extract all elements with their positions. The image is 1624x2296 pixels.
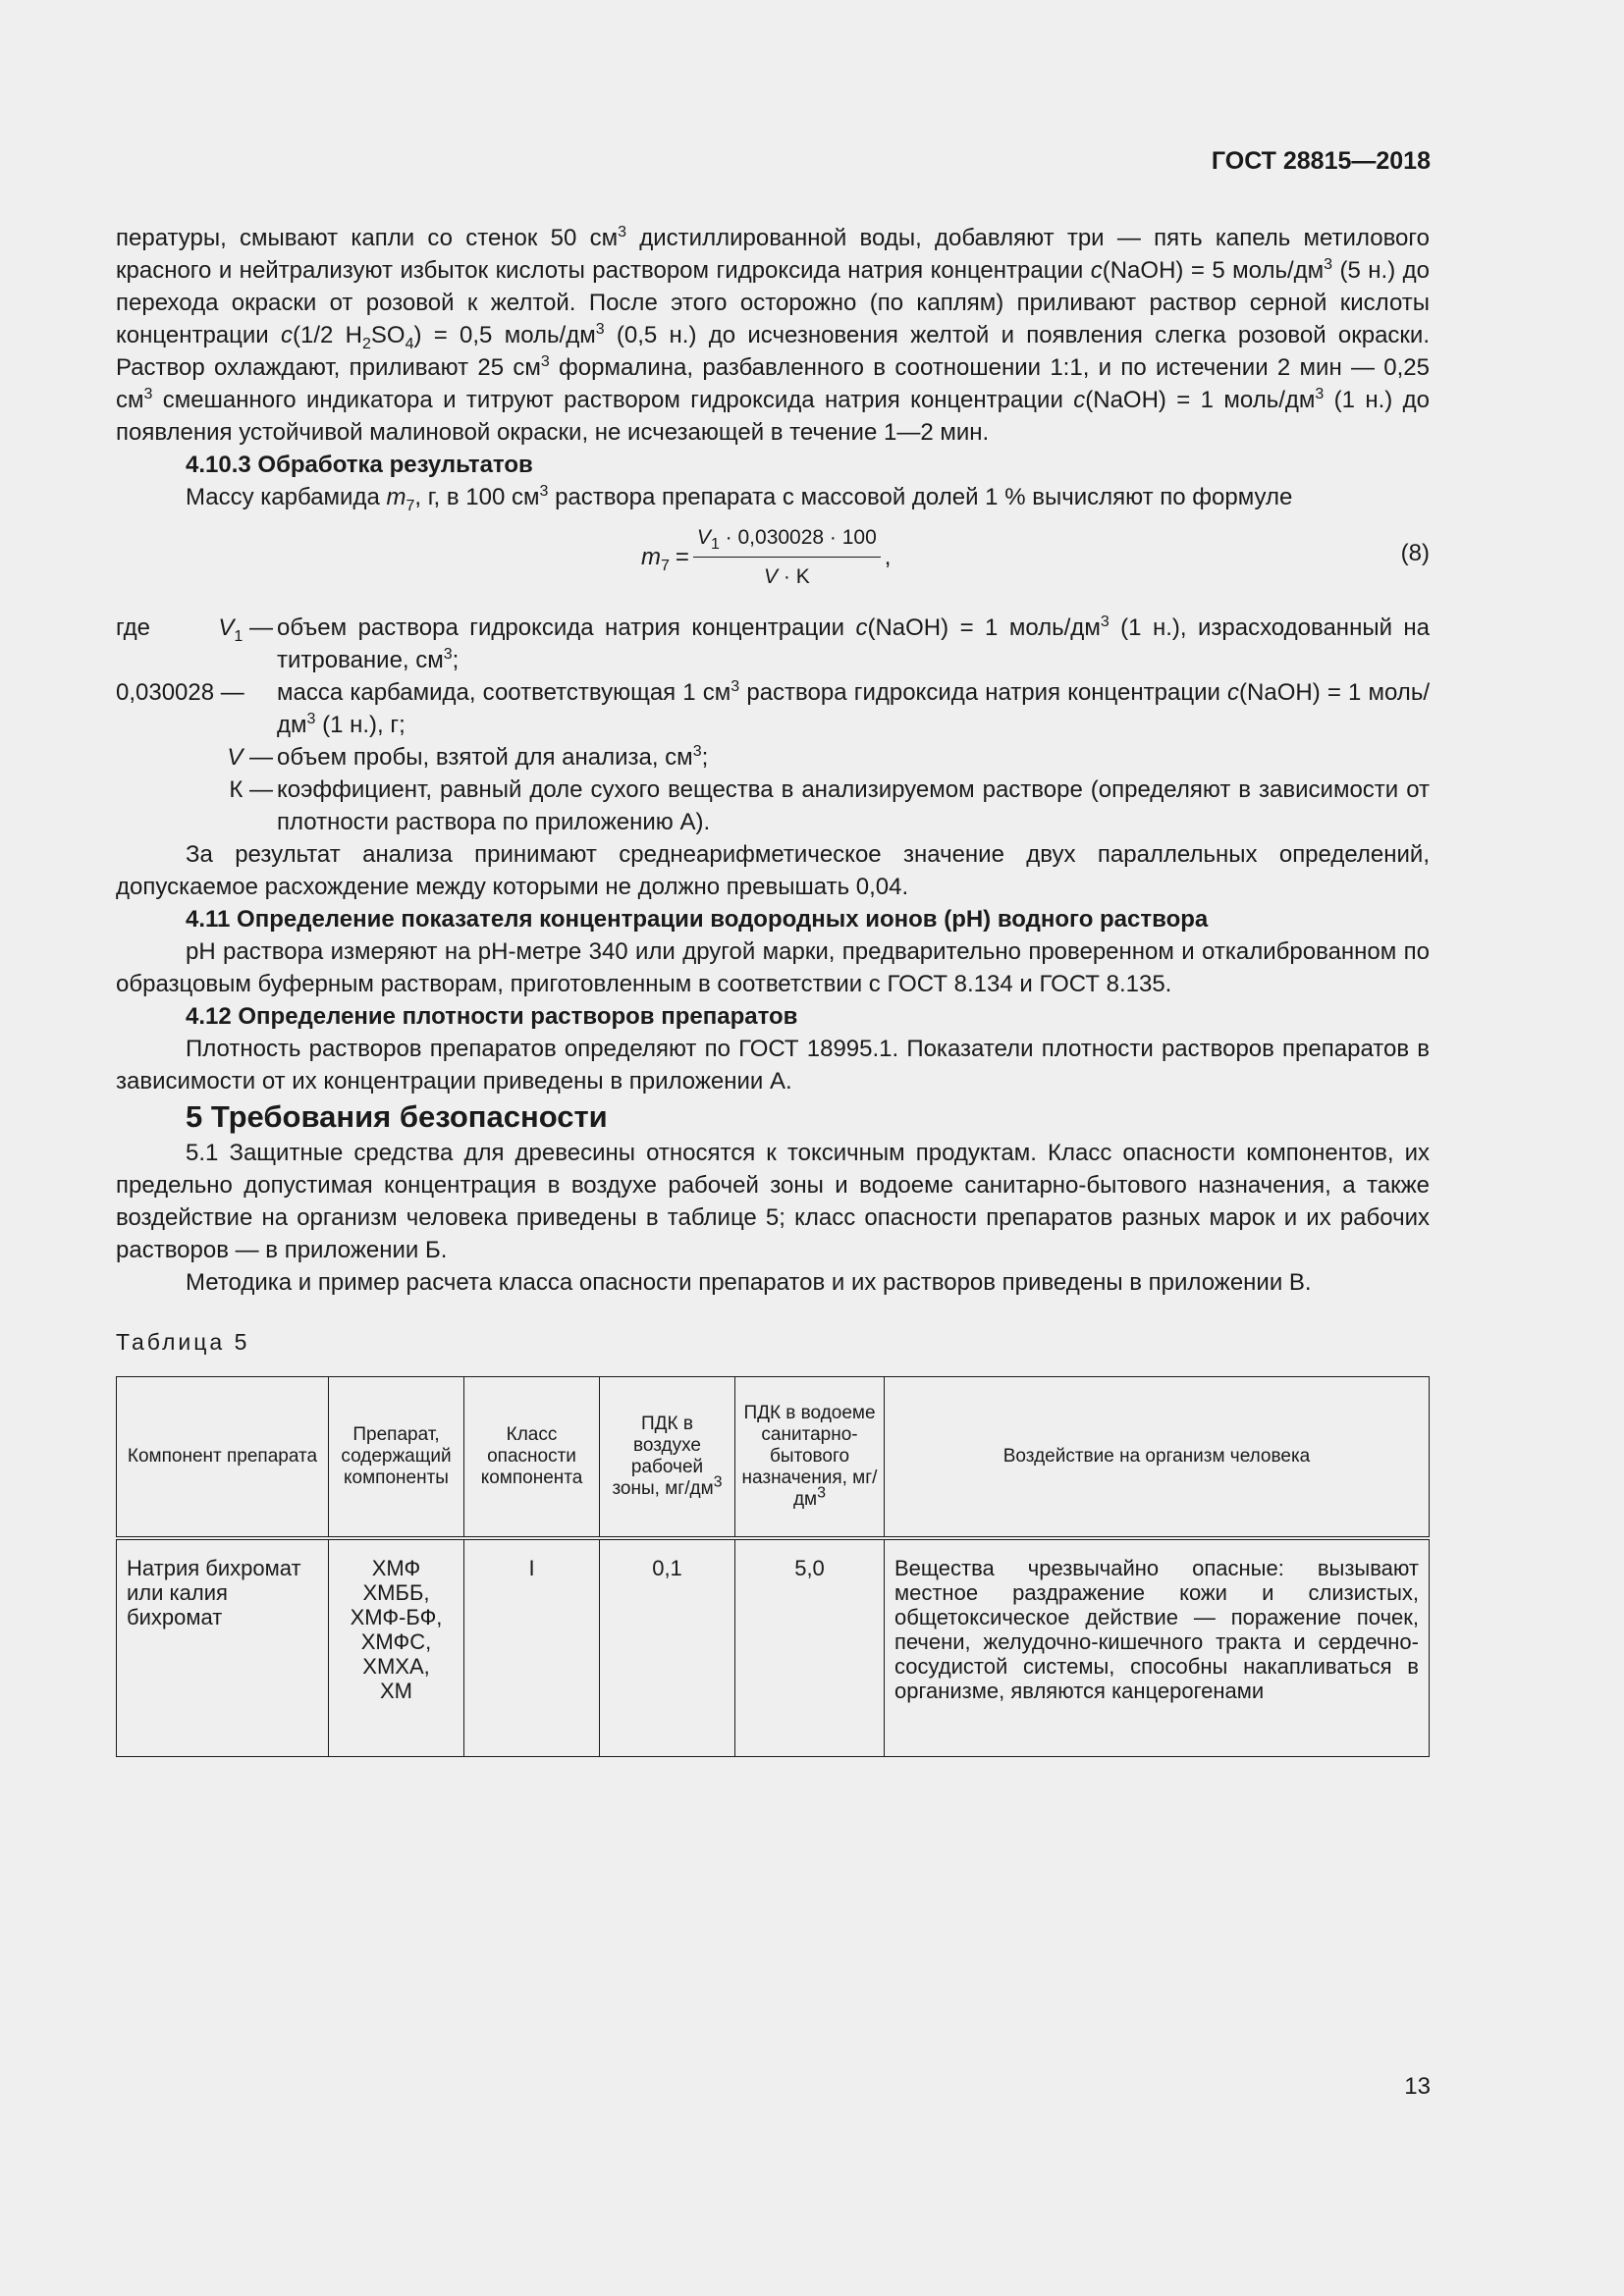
table-header-cell: Препарат, содержащий компоненты: [329, 1377, 464, 1539]
table-cell-component: Натрия бихромат или калия бихромат: [117, 1538, 329, 1757]
formula-comma: ,: [884, 544, 892, 570]
heading-4-10-3: 4.10.3 Обработка результатов: [186, 452, 533, 478]
where-description: объем пробы, взятой для анализа, $см^3$;: [277, 743, 709, 771]
table-header-cell: Класс опасности компонента: [464, 1377, 600, 1539]
paragraph-5-method: Методика и пример расчета класса опасности препаратов и их растворов приведены в приложении В.: [186, 1269, 1312, 1296]
formula-equals: =: [675, 544, 689, 570]
where-description: коэффициент, равный доле сухого вещества в анализируемом растворе (определяют в зависимости от плотности раствора по приложению А).: [277, 776, 1430, 835]
formula-fraction: [693, 521, 881, 593]
formula-lhs: $m_7$: [641, 544, 670, 574]
table-header-cell: ПДК в воздухе рабочей зоны, $мг/дм^3$: [600, 1377, 735, 1539]
result-paragraph: За результат анализа принимают среднеарифметическое значение двух параллельных определений, допускаемое расхождение между которыми не должно превышать 0,04.: [116, 841, 1430, 900]
table-cell-pdk-air: 0,1: [600, 1538, 735, 1757]
table-header-cell: Воздействие на организм человека: [885, 1377, 1430, 1539]
table-5: [116, 1376, 1430, 1757]
paragraph-continuation: пературы, смывают капли со стенок 50 $см^3$ дистиллированной воды, добавляют три — пять капель метилового красного и нейтрализуют избыток кислоты раствором гидроксида натрия концентрации c(NaOH) = 5 моль/$дм^3$ (5 н.) до перехода окраски от розовой к желтой. После этого осторожно (по каплям) приливают раствор серной кислоты концентрации c(1/2 $H_2SO_4) = 0,5$ моль/$дм^3$ (0,5 н.) до исчезновения желтой и появления слегка розовой окраски. Раствор охлаждают, приливают 25 $см^3$ формалина, разбавленного в соотношении 1:1, и по истечении 2 мин — 0,25 $см^3$ смешанного индикатора и титруют раствором гидроксида натрия концентрации c(NaOH) = 1 моль/$дм^3$ (1 н.) до появления устойчивой малиновой окраски, не исчезающей в течение 1—2 мин.: [116, 224, 1431, 446]
where-list: [116, 612, 1430, 838]
heading-4-11: 4.11 Определение показателя концентрации водородных ионов (pH) водного раствора: [186, 906, 1209, 933]
heading-section-5: 5 Требования безопасности: [186, 1099, 608, 1134]
where-symbol: К —: [229, 776, 273, 803]
table-cell-hazard-class: I: [464, 1538, 600, 1757]
table-cell-preparations: ХМФ ХМББ, ХМФ-БФ, ХМФС, ХМХА, ХМ: [329, 1538, 464, 1757]
paragraph-4-12: Плотность растворов препаратов определяют по ГОСТ 18995.1. Показатели плотности растворов препаратов в зависимости от их концентрации приведены в приложении А.: [116, 1036, 1430, 1095]
table-header-cell: Компонент препарата: [117, 1377, 329, 1539]
formula-numerator: $V_1 \cdot 0,030028 \cdot 100$: [693, 521, 881, 558]
where-symbol: где $V_1$ —: [116, 614, 273, 645]
table-cell-pdk-water: 5,0: [735, 1538, 885, 1757]
table-header-cell: ПДК в водоеме санитарно-бытового назначения, $мг/дм^3$: [735, 1377, 885, 1539]
where-symbol: V —: [227, 744, 273, 771]
formula-8: [116, 519, 1430, 594]
heading-4-12: 4.12 Определение плотности растворов препаратов: [186, 1003, 798, 1030]
paragraph-5-1: 5.1 Защитные средства для древесины относятся к токсичным продуктам. Класс опасности компонентов, их предельно допустимая концентрация в воздухе рабочей зоны и водоеме санитарно-бытового назначения, а также воздействие на организм человека приведены в таблице 5; класс опасности препаратов разных марок и их рабочих растворов — в приложении Б.: [116, 1140, 1430, 1263]
document-code: ГОСТ 28815—2018: [1211, 147, 1431, 175]
table-row: [117, 1538, 1430, 1757]
where-description: масса карбамида, соответствующая 1 $см^3$ раствора гидроксида натрия концентрации c(NaOH) = 1 моль/$дм^3$ (1 н.), г;: [277, 678, 1430, 738]
formula-denominator: V · K: [764, 565, 810, 588]
where-symbol: 0,030028 —: [116, 679, 244, 706]
table-caption: Таблица 5: [116, 1329, 250, 1355]
formula-number: (8): [1400, 540, 1430, 566]
table-header-row: [117, 1377, 1430, 1539]
page-number: 13: [1404, 2073, 1431, 2100]
paragraph-4-11: pH раствора измеряют на pH-метре 340 или другой марки, предварительно проверенном и откалиброванном по образцовым буферным растворам, приготовленным в соответствии с ГОСТ 8.134 и ГОСТ 8.135.: [116, 938, 1430, 997]
table-cell-effect: Вещества чрезвычайно опасные: вызывают местное раздражение кожи и слизистых, общетоксическое действие — поражение почек, печени, желудочно-кишечного тракта и сердечно-сосудистой системы, способны накапливаться в организме, являются канцерогенами: [885, 1538, 1430, 1757]
where-description: объем раствора гидроксида натрия концентрации c(NaOH) = 1 моль/$дм^3$ (1 н.), израсходованный на титрование, $см^3$;: [277, 614, 1431, 673]
page-content: [116, 222, 1430, 1757]
formula-intro: Массу карбамида $m_7$, г, в 100 $см^3$ раствора препарата с массовой долей 1 % вычисляют по формуле: [186, 483, 1293, 514]
